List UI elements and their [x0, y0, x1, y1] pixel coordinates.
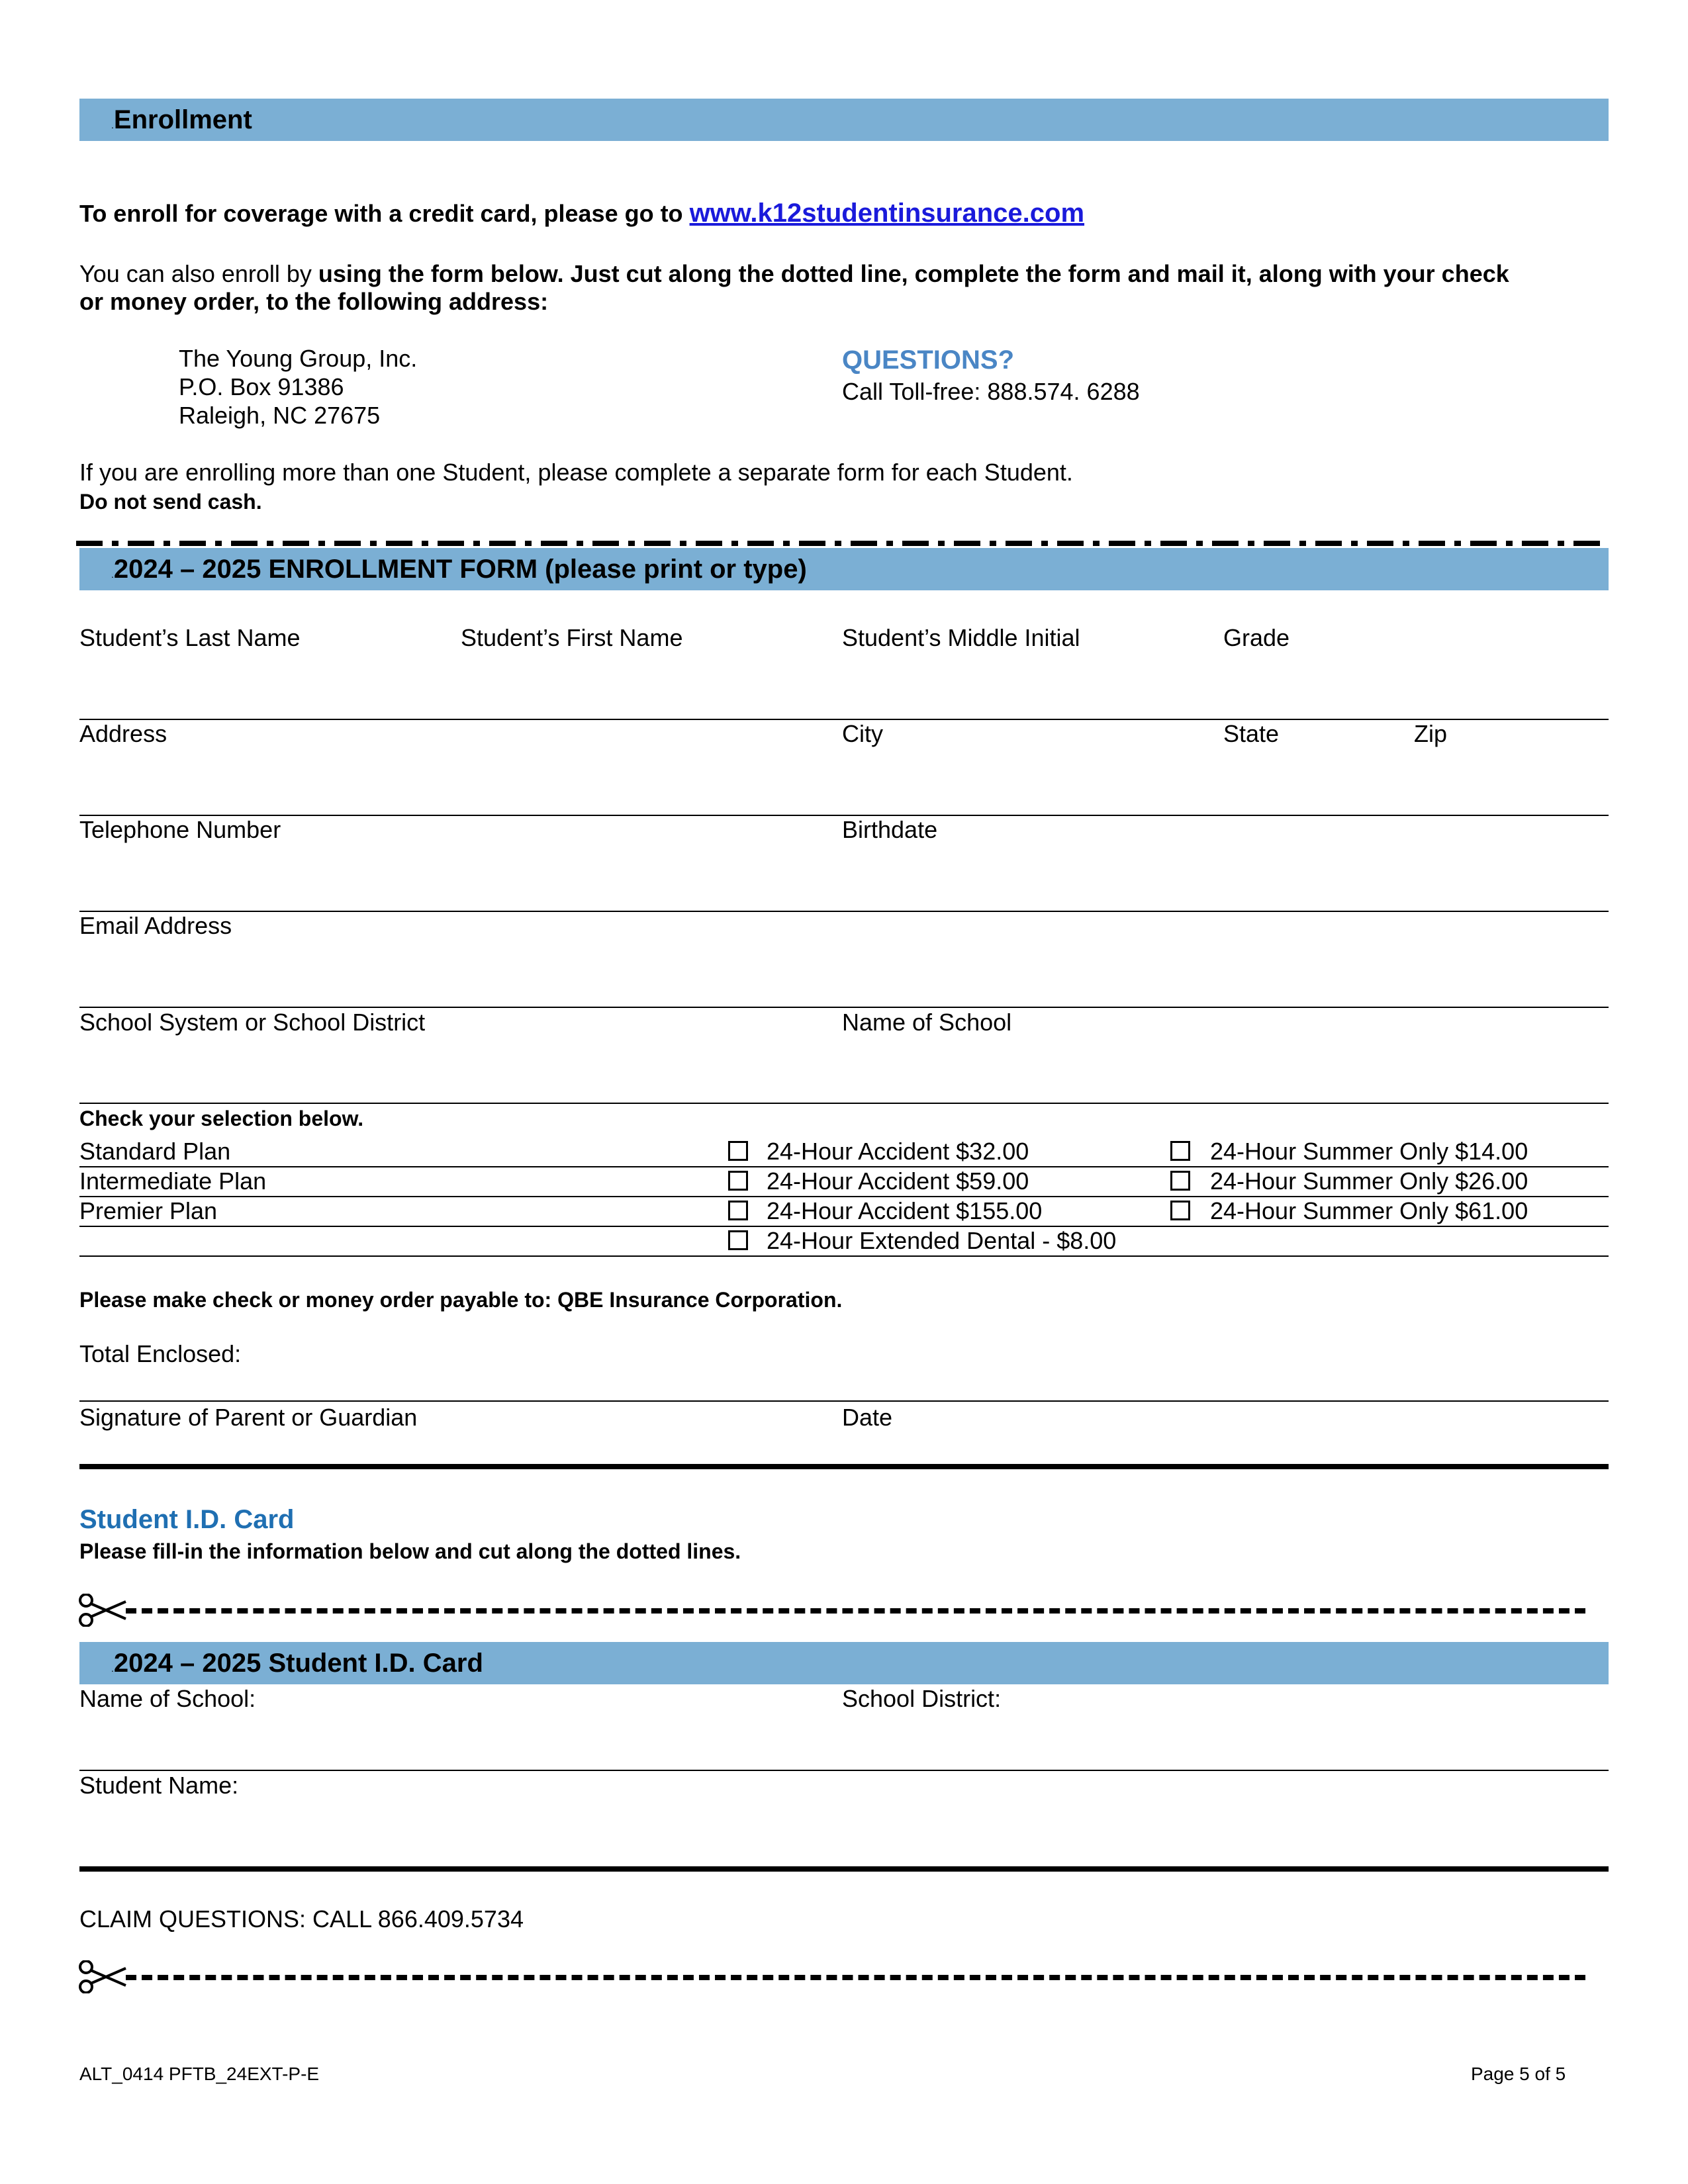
line-total-enclosed[interactable] — [79, 1400, 1609, 1402]
option-standard-summer: 24-Hour Summer Only $14.00 — [1210, 1138, 1528, 1165]
enrollment-header: Enrollment — [113, 105, 252, 134]
option-premier-summer: 24-Hour Summer Only $61.00 — [1210, 1197, 1528, 1224]
credit-card-instruction: To enroll for coverage with a credit card, please go to www.k12studentinsurance.com — [79, 199, 1085, 228]
line-plan-4 — [79, 1255, 1609, 1257]
option-premier-accident: 24-Hour Accident $155.00 — [767, 1197, 1043, 1224]
label-grade: Grade — [1223, 624, 1290, 651]
checkbox-premier-summer[interactable] — [1170, 1201, 1190, 1220]
checkbox-standard-accident[interactable] — [728, 1141, 748, 1161]
mail-instruction-line2: or money order, to the following address: — [79, 288, 549, 315]
plan-standard-label: Standard Plan — [79, 1138, 231, 1165]
label-city: City — [842, 720, 883, 747]
scissors-icon-bottom — [78, 1960, 128, 1993]
multiple-students-note: If you are enrolling more than one Student, please complete a separate form for each Student. — [79, 459, 1073, 486]
payable-note: Please make check or money order payable to: QBE Insurance Corporation. — [79, 1288, 843, 1312]
line-signature[interactable] — [79, 1464, 1609, 1469]
label-address: Address — [79, 720, 167, 747]
id-card-instructions: Please fill-in the information below and cut along the dotted lines. — [79, 1539, 741, 1563]
option-intermediate-accident: 24-Hour Accident $59.00 — [767, 1167, 1029, 1195]
questions-phone: Call Toll-free: 888.574. 6288 — [842, 378, 1140, 405]
enrollment-form-header: 2024 – 2025 ENROLLMENT FORM (please print or type) — [113, 555, 807, 584]
id-card-section-title: Student I.D. Card — [79, 1505, 295, 1534]
scissors-icon — [78, 1594, 128, 1627]
mail-address-line3: Raleigh, NC 27675 — [179, 402, 381, 429]
checkbox-intermediate-accident[interactable] — [728, 1171, 748, 1191]
questions-heading: QUESTIONS? — [842, 345, 1015, 375]
mail-address-line1: The Young Group, Inc. — [179, 345, 418, 372]
checkbox-intermediate-summer[interactable] — [1170, 1171, 1190, 1191]
plan-premier-label: Premier Plan — [79, 1197, 218, 1224]
cut-line-bottom — [126, 1975, 1585, 1980]
label-state: State — [1223, 720, 1280, 747]
footer-page: Page 5 of 5 — [1471, 2064, 1566, 2084]
cut-line-dash-dot — [76, 540, 1609, 547]
label-date: Date — [842, 1404, 893, 1431]
selection-heading: Check your selection below. — [79, 1107, 364, 1130]
checkbox-extended-dental[interactable] — [728, 1230, 748, 1250]
line-school[interactable] — [79, 1103, 1609, 1104]
label-last-name: Student’s Last Name — [79, 624, 301, 651]
label-zip: Zip — [1414, 720, 1448, 747]
label-school-system: School System or School District — [79, 1009, 426, 1036]
plan-intermediate-label: Intermediate Plan — [79, 1167, 267, 1195]
no-cash-note: Do not send cash. — [79, 490, 262, 514]
footer-code: ALT_0414 PFTB_24EXT-P-E — [79, 2064, 320, 2084]
label-total-enclosed: Total Enclosed: — [79, 1340, 242, 1367]
line-telephone[interactable] — [79, 911, 1609, 912]
option-intermediate-summer: 24-Hour Summer Only $26.00 — [1210, 1167, 1528, 1195]
label-id-school-district: School District: — [842, 1685, 1002, 1712]
cut-line-top — [126, 1608, 1585, 1614]
label-telephone: Telephone Number — [79, 816, 281, 843]
label-id-student-name: Student Name: — [79, 1772, 239, 1799]
id-card-header-bar: .2024 – 2025 Student I.D. Card — [79, 1642, 1609, 1684]
mail-address-line2: P.O. Box 91386 — [179, 373, 344, 400]
label-middle-initial: Student’s Middle Initial — [842, 624, 1080, 651]
claim-questions: CLAIM QUESTIONS: CALL 866.409.5734 — [79, 1905, 524, 1933]
label-email: Email Address — [79, 912, 232, 939]
id-card-header: 2024 – 2025 Student I.D. Card — [113, 1649, 483, 1678]
label-signature: Signature of Parent or Guardian — [79, 1404, 418, 1431]
option-extended-dental: 24-Hour Extended Dental - $8.00 — [767, 1227, 1117, 1254]
enrollment-form-header-bar: .2024 – 2025 ENROLLMENT FORM (please print or type) — [79, 548, 1609, 590]
enrollment-header-bar: .Enrollment — [79, 99, 1609, 141]
label-school-name: Name of School — [842, 1009, 1012, 1036]
line-id-school[interactable] — [79, 1770, 1609, 1771]
label-id-school-name: Name of School: — [79, 1685, 256, 1712]
label-birthdate: Birthdate — [842, 816, 938, 843]
line-id-student-name[interactable] — [79, 1866, 1609, 1872]
option-standard-accident: 24-Hour Accident $32.00 — [767, 1138, 1029, 1165]
mail-instruction-line1: You can also enroll by using the form below. Just cut along the dotted line, complete the form and mail it, along with your check — [79, 260, 1509, 287]
label-first-name: Student’s First Name — [461, 624, 683, 651]
website-link[interactable]: www.k12studentinsurance.com — [689, 199, 1085, 228]
checkbox-premier-accident[interactable] — [728, 1201, 748, 1220]
checkbox-standard-summer[interactable] — [1170, 1141, 1190, 1161]
